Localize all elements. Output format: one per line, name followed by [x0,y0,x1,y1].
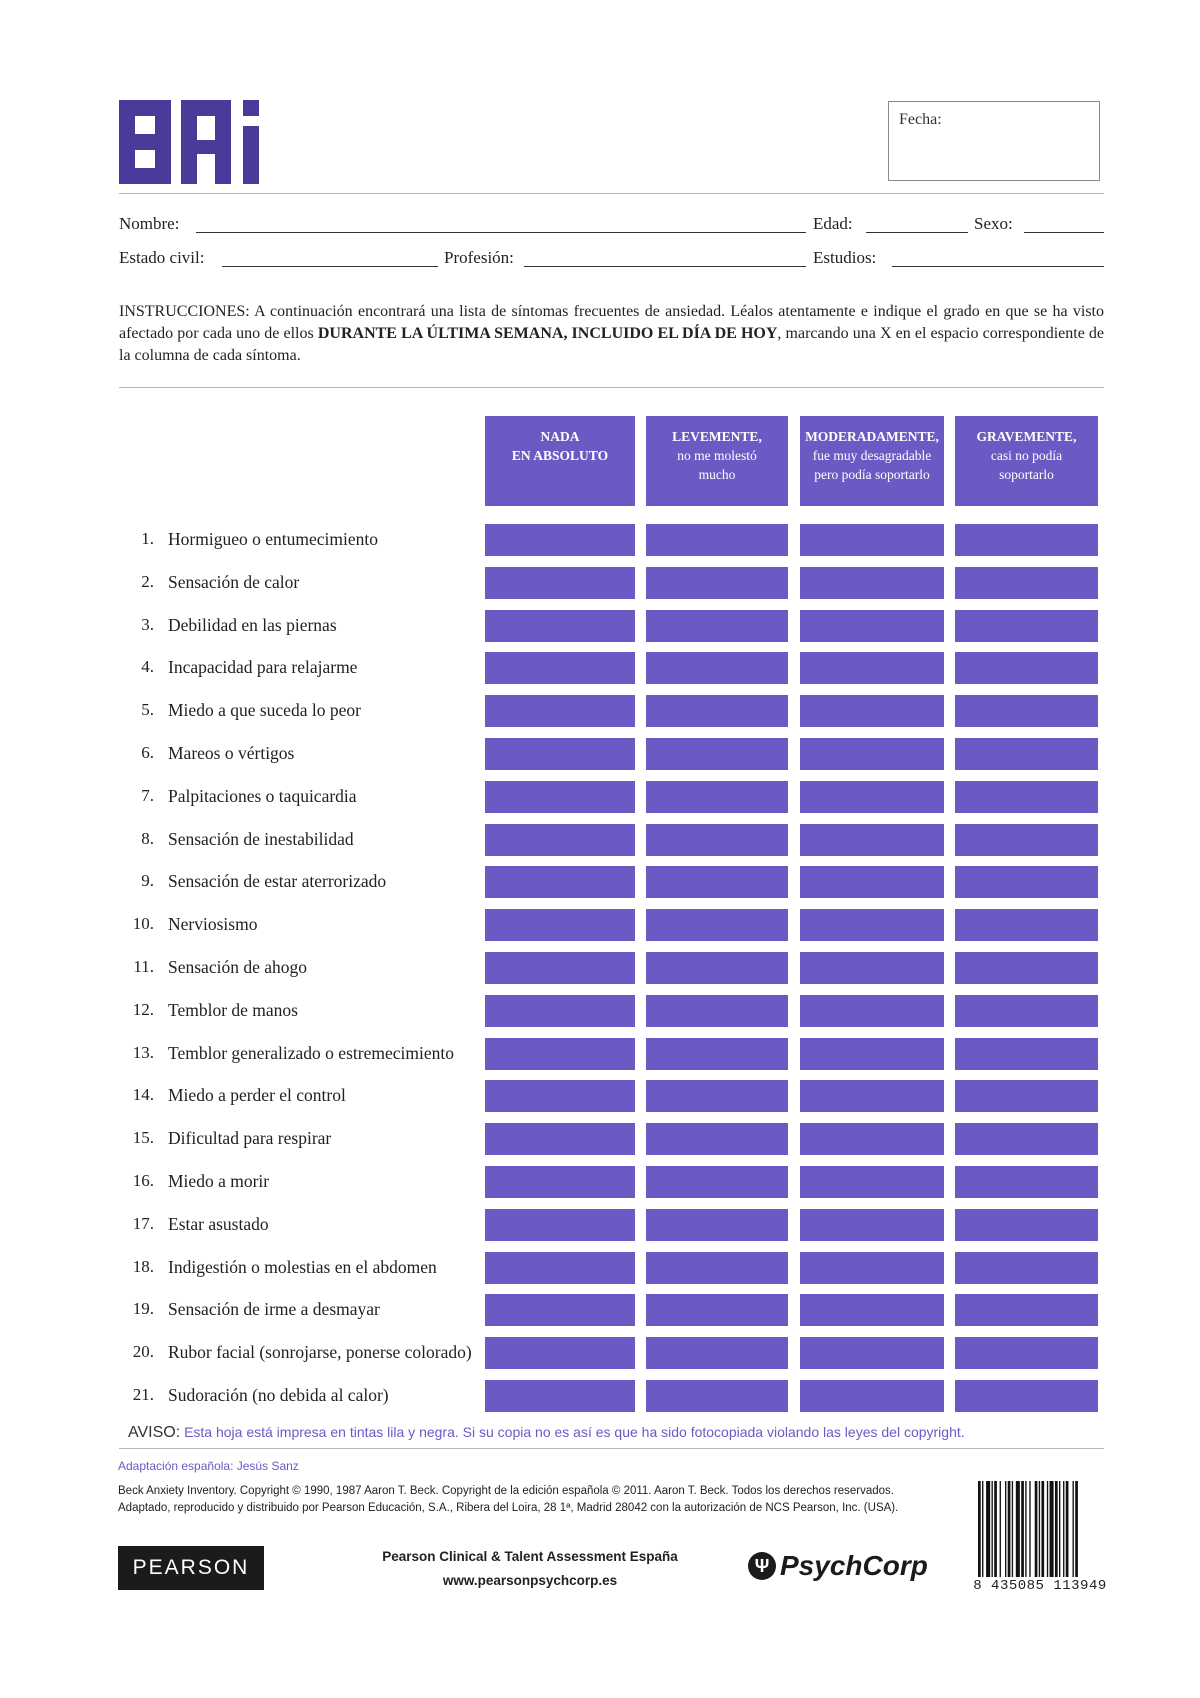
response-cell[interactable] [800,610,944,642]
response-cell[interactable] [485,567,635,599]
item-number: 14. [132,1085,154,1104]
barcode-bar [978,1481,981,1577]
response-cell[interactable] [800,1038,944,1070]
item-text: Miedo a morir [168,1171,270,1191]
response-cell[interactable] [485,1209,635,1241]
barcode-bar [1059,1481,1060,1577]
item-text: Rubor facial (sonrojarse, ponerse colorado) [168,1342,472,1362]
item-number: 10. [132,914,154,933]
response-cell[interactable] [646,781,788,813]
barcode-bar [992,1481,993,1577]
response-cell[interactable] [955,738,1098,770]
response-cell[interactable] [800,695,944,727]
item-text: Temblor generalizado o estremecimiento [168,1043,454,1063]
response-cell[interactable] [646,995,788,1027]
response-cell[interactable] [800,866,944,898]
response-cell[interactable] [800,824,944,856]
item-number: 16. [132,1171,154,1190]
response-cell[interactable] [955,952,1098,984]
response-cell[interactable] [955,610,1098,642]
response-cell[interactable] [955,1038,1098,1070]
response-cell[interactable] [800,1252,944,1284]
adaptation-credit: Adaptación española: Jesús Sanz [118,1459,299,1473]
barcode-bar [1025,1481,1026,1577]
response-cell[interactable] [800,909,944,941]
response-cell[interactable] [485,1380,635,1412]
response-cell[interactable] [646,652,788,684]
item-number: 17. [132,1214,154,1233]
item-number: 6. [141,743,154,762]
instructions [119,301,1104,367]
item-text: Palpitaciones o taquicardia [168,786,357,806]
item-number: 9. [141,871,154,890]
column-header-gravemente [955,416,1098,506]
item-text: Incapacidad para relajarme [168,657,358,677]
response-cell[interactable] [955,1080,1098,1112]
response-cell[interactable] [646,738,788,770]
item-text: Mareos o vértigos [168,743,295,763]
barcode-bar [1029,1481,1030,1577]
item-text: Indigestión o molestias en el abdomen [168,1257,437,1277]
column-header-subtitle: casi no podía [990,448,1063,463]
barcode-bar [982,1481,983,1577]
profesion-label: Profesión: [444,248,514,267]
item-number: 15. [132,1128,154,1147]
response-cell[interactable] [485,738,635,770]
barcode-number: 8 435085 113949 [973,1578,1107,1594]
item-number: 5. [141,700,154,719]
item-text: Sensación de irme a desmayar [168,1299,380,1319]
response-cell[interactable] [955,866,1098,898]
item-text: Temblor de manos [168,1000,298,1020]
response-cell[interactable] [485,1080,635,1112]
instructions-emphasis: DURANTE LA ÚLTIMA SEMANA, INCLUIDO EL DÍA DE HOY [317,325,778,342]
response-cell[interactable] [485,952,635,984]
column-header-levemente [646,416,788,506]
response-cell[interactable] [646,866,788,898]
column-header-title: LEVEMENTE, [672,429,762,444]
response-cell[interactable] [485,1252,635,1284]
response-cell[interactable] [800,995,944,1027]
response-cell[interactable] [646,610,788,642]
response-cell[interactable] [485,1123,635,1155]
response-cell[interactable] [955,1252,1098,1284]
response-cell[interactable] [646,1209,788,1241]
response-cell[interactable] [646,909,788,941]
item-number: 1. [141,529,154,548]
response-cell[interactable] [646,695,788,727]
barcode-bar [1035,1481,1038,1577]
response-cell[interactable] [485,1038,635,1070]
column-header-subtitle: EN ABSOLUTO [511,448,609,463]
response-cell[interactable] [955,781,1098,813]
response-cell[interactable] [485,1166,635,1198]
response-cell[interactable] [800,1209,944,1241]
response-cell[interactable] [646,1252,788,1284]
response-cell[interactable] [485,824,635,856]
response-cell[interactable] [646,824,788,856]
response-cell[interactable] [800,1337,944,1369]
response-cell[interactable] [485,866,635,898]
item-text: Hormigueo o entumecimiento [168,529,378,549]
response-cell[interactable] [485,909,635,941]
response-cell[interactable] [955,1166,1098,1198]
bai-logo [119,100,269,184]
response-cell[interactable] [646,1166,788,1198]
item-number: 19. [132,1299,154,1318]
barcode-bar [986,1481,990,1577]
fecha-label: Fecha: [899,111,942,128]
response-cell[interactable] [800,1166,944,1198]
response-cell[interactable] [800,524,944,556]
response-cell[interactable] [646,1080,788,1112]
copyright-text: Beck Anxiety Inventory. Copyright © 1990, 1987 Aaron T. Beck. Copyright de la edición española © 2011. Aaron T. Beck. Todos los derechos reservados. Adaptado, reproducido y distribuido por Pearson Educación, S.A., Ribera del Loira, 28 1ª, Madrid 28042 con la autorización de NCS Pearson, Inc. (USA). [118,1485,899,1514]
response-cell[interactable] [800,952,944,984]
item-text: Sensación de calor [168,572,300,592]
estado-civil-label: Estado civil: [119,248,205,267]
aviso-label: AVISO: [128,1424,181,1441]
instructions-part1: INSTRUCCIONES: A continuación encontrará una lista de síntomas frecuentes de ansiedad. Léalos atentamente e indique el grado en que se ha visto afectado por cada uno de ellos [119,303,1104,342]
item-number: 18. [132,1257,154,1276]
response-cell[interactable] [800,1294,944,1326]
response-cell[interactable] [800,781,944,813]
edad-input[interactable] [866,232,968,233]
estudios-input[interactable] [892,266,1104,267]
column-header-nada [485,416,635,506]
aviso-notice [128,1424,965,1442]
item-number: 7. [141,786,154,805]
item-text: Estar asustado [168,1214,269,1234]
response-cell[interactable] [646,1337,788,1369]
item-number: 8. [141,829,154,848]
column-header-title: NADA [540,429,580,444]
estudios-label: Estudios: [813,248,877,267]
instructions-part2: , marcando una X en el espacio correspondiente de la columna de cada síntoma. [119,325,1105,364]
response-cell[interactable] [800,652,944,684]
response-cell[interactable] [955,1337,1098,1369]
estado-civil-input[interactable] [222,266,438,267]
item-number: 2. [141,572,154,591]
barcode-bar [1055,1481,1058,1577]
barcode-bar [1008,1481,1011,1577]
item-number: 21. [132,1385,154,1404]
item-text: Sudoración (no debida al calor) [168,1385,389,1405]
sexo-input[interactable] [1024,232,1104,233]
barcode [978,1481,1108,1577]
barcode-bar [1066,1481,1069,1577]
response-cell[interactable] [800,567,944,599]
item-number: 12. [132,1000,154,1019]
response-cell[interactable] [646,1038,788,1070]
response-cell[interactable] [800,1380,944,1412]
response-cell[interactable] [800,738,944,770]
item-number: 4. [141,657,154,676]
column-header-title: GRAVEMENTE, [976,429,1077,444]
nombre-input[interactable] [196,232,806,233]
barcode-bar [1000,1481,1001,1577]
psi-icon: Ψ [748,1552,776,1580]
response-cell[interactable] [646,524,788,556]
response-cell[interactable] [485,652,635,684]
item-number: 20. [132,1342,154,1361]
barcode-bar [1039,1481,1040,1577]
response-cell[interactable] [646,1380,788,1412]
barcode-bar [994,1481,997,1577]
response-cell[interactable] [955,909,1098,941]
response-cell[interactable] [646,567,788,599]
column-header-subtitle: mucho [698,467,736,482]
item-text: Sensación de estar aterrorizado [168,871,387,891]
column-header-subtitle: soportarlo [999,467,1054,482]
column-header-subtitle: no me molestó [677,448,757,463]
item-text: Sensación de inestabilidad [168,829,354,849]
column-header-moderadamente [800,416,944,506]
aviso-text: Esta hoja está impresa en tintas lila y negra. Si su copia no es así es que ha sido fotocopiada violando las leyes del copyright. [184,1424,965,1440]
barcode-bar [1063,1481,1064,1577]
header-divider [119,193,1104,194]
response-cell[interactable] [955,652,1098,684]
item-text: Sensación de ahogo [168,957,307,977]
item-text: Debilidad en las piernas [168,615,337,635]
response-cell[interactable] [485,1294,635,1326]
barcode-bar [1012,1481,1013,1577]
response-cell[interactable] [955,695,1098,727]
response-cell[interactable] [485,781,635,813]
barcode-bar [1021,1481,1024,1577]
edad-label: Edad: [813,214,853,233]
barcode-bar [1041,1481,1044,1577]
column-header-subtitle: fue muy desagradable [812,448,932,463]
response-cell[interactable] [485,995,635,1027]
psychcorp-logo [748,1550,928,1582]
item-number: 13. [132,1043,154,1062]
company-name: Pearson Clinical & Talent Assessment España [382,1549,678,1564]
item-text: Miedo a que suceda lo peor [168,700,361,720]
item-text: Dificultad para respirar [168,1128,332,1148]
company-website[interactable]: www.pearsonpsychcorp.es [442,1573,618,1588]
response-cell[interactable] [955,995,1098,1027]
nombre-label: Nombre: [119,214,180,233]
footer-divider [119,1448,1104,1449]
psychcorp-wordmark: PsychCorp [780,1550,928,1581]
sexo-label: Sexo: [974,214,1013,233]
response-cell[interactable] [485,524,635,556]
barcode-bar [1047,1481,1048,1577]
pearson-logo: PEARSON [118,1546,264,1590]
response-cell[interactable] [955,524,1098,556]
response-cell[interactable] [646,952,788,984]
item-text: Nerviosismo [168,914,258,934]
column-header-title: MODERADAMENTE, [805,429,939,444]
response-cell[interactable] [955,1380,1098,1412]
item-number: 11. [133,957,154,976]
item-number: 3. [141,615,154,634]
response-cell[interactable] [485,610,635,642]
response-cell[interactable] [646,1294,788,1326]
response-cell[interactable] [955,567,1098,599]
response-cell[interactable] [800,1123,944,1155]
response-cell[interactable] [955,824,1098,856]
barcode-bar [1075,1481,1078,1577]
response-cell[interactable] [485,1337,635,1369]
barcode-bar [1050,1481,1054,1577]
response-cell[interactable] [955,1209,1098,1241]
instructions-divider [119,387,1104,388]
barcode-bar [1073,1481,1074,1577]
profesion-input[interactable] [524,266,806,267]
item-text: Miedo a perder el control [168,1085,346,1105]
response-cell[interactable] [955,1294,1098,1326]
barcode-bar [1016,1481,1020,1577]
barcode-bar [1005,1481,1006,1577]
company-info [370,1545,690,1593]
fecha-field[interactable] [888,101,1100,181]
response-cell[interactable] [955,1123,1098,1155]
response-cell[interactable] [800,1080,944,1112]
response-cell[interactable] [646,1123,788,1155]
column-header-subtitle: pero podía soportarlo [814,467,930,482]
response-cell[interactable] [485,695,635,727]
